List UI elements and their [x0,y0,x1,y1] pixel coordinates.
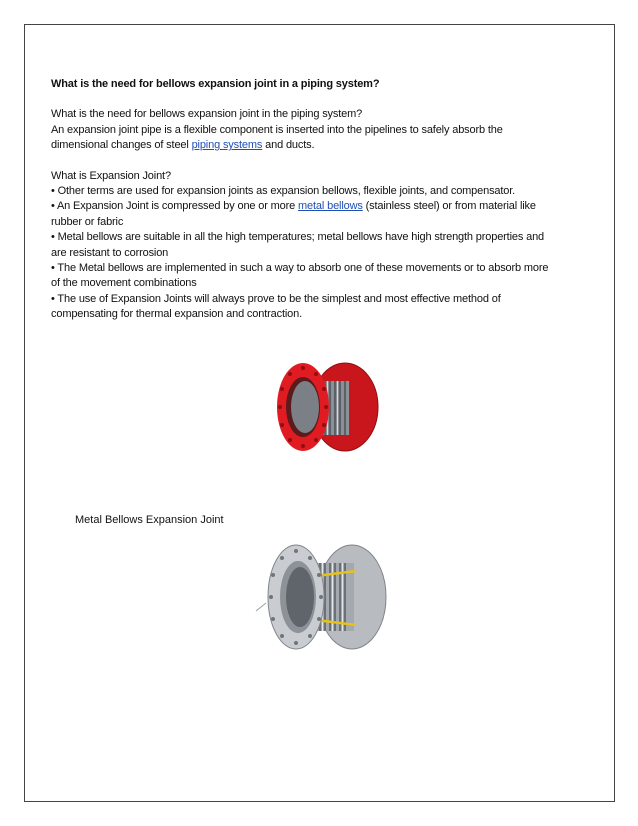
bullet-item: • The Metal bellows are implemented in such a way to absorb one of these movements or to absorb more of the movement combinations [51,262,549,290]
bullet-item: • Other terms are used for expansion joints as expansion bellows, flexible joints, and compensator. [51,185,516,198]
intro-answer-text: An expansion joint pipe is a flexible component is inserted into the pipelines to safely absorb the dimensional changes of steel [51,123,503,152]
metal-bellows-expansion-joint-image [252,541,394,659]
intro-answer [51,123,551,154]
red-flange-expansion-joint-image [273,357,383,459]
image-caption: Metal Bellows Expansion Joint [75,514,224,526]
spacer [51,154,551,169]
intro-question: What is the need for bellows expansion joint in the piping system? [51,108,363,121]
article-heading: What is the need for bellows expansion joint in a piping system? [51,78,380,90]
bullet-item [51,199,551,230]
bullet-item: • Metal bellows are suitable in all the high temperatures; metal bellows have high strength properties and are resistant to corrosion [51,231,545,259]
bullet-text: • An Expansion Joint is compressed by one or more [51,200,299,213]
metal-bellows-link[interactable]: metal bellows [298,200,363,213]
piping-systems-link[interactable]: piping systems [191,139,263,152]
article-body [51,77,551,323]
section-title: What is Expansion Joint? [51,169,171,182]
intro-answer-tail: and ducts. [262,139,315,152]
bullet-item: • The use of Expansion Joints will always prove to be the simplest and most effective method of compensating for thermal expansion and contraction. [51,292,501,321]
bullet-text-tail: (stainless steel) or from material like rubber or fabric [51,200,536,228]
